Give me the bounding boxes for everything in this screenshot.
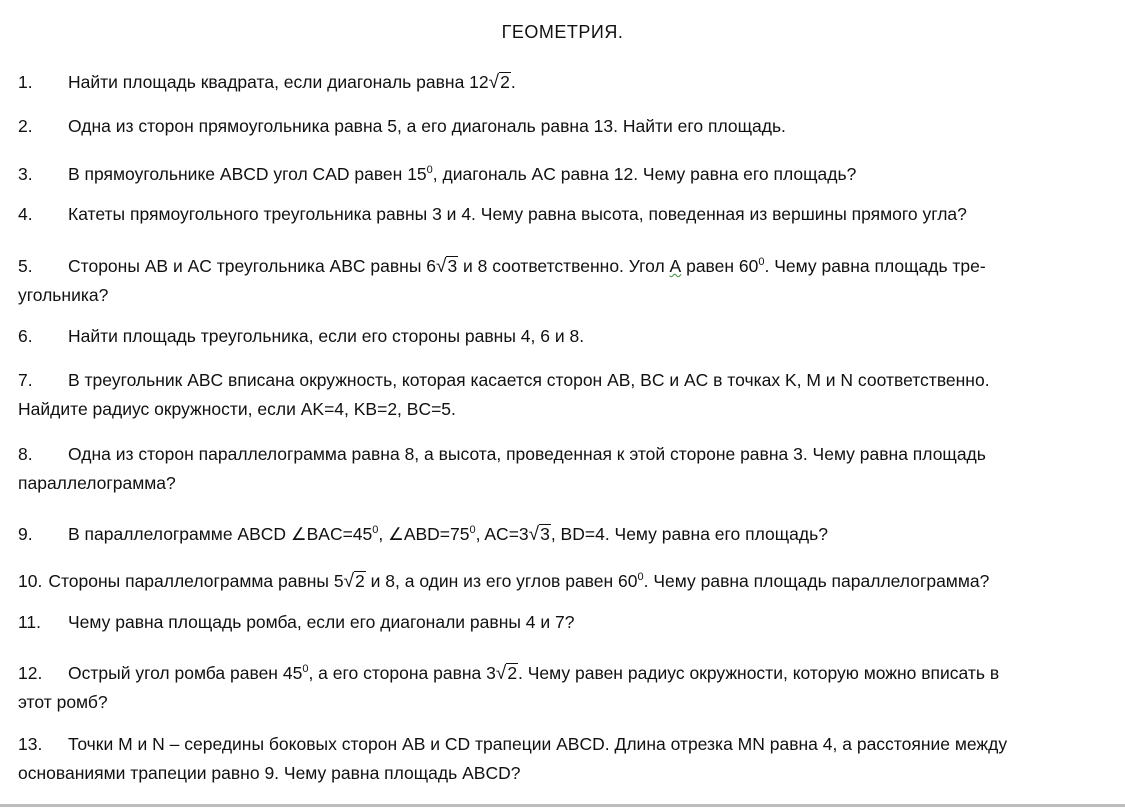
sqrt-expression: √2 <box>495 663 518 684</box>
problem-text: , диагональ AC равна 12. Чему равна его площадь? <box>432 164 857 184</box>
sqrt-expression: √2 <box>343 571 365 592</box>
problem-number: 10. <box>18 571 43 591</box>
spellcheck-word: А <box>669 256 682 276</box>
problem-text: и 8 соответственно. Угол <box>458 256 670 276</box>
problem-number: 12. <box>18 663 43 683</box>
degree-superscript: 0 <box>372 524 379 536</box>
problem-number: 8. <box>18 444 33 464</box>
problem-10 <box>18 563 1116 596</box>
sqrt-expression: √3 <box>436 256 458 277</box>
problem-text: Катеты прямоугольного треугольника равны 3 и 4. Чему равна высота, поведенная из вершины прямого угла? <box>68 204 967 224</box>
problem-text-continuation: этот ромб? <box>18 692 108 712</box>
problem-3 <box>18 156 1116 189</box>
problem-number: 3. <box>18 164 33 184</box>
page-title: ГЕОМЕТРИЯ. <box>501 22 624 42</box>
problem-number: 4. <box>18 204 33 224</box>
problem-text: В прямоугольнике ABCD угол CAD равен 15 <box>68 164 427 184</box>
degree-superscript: 0 <box>426 164 433 176</box>
problem-text: Стороны параллелограмма равны 5 <box>48 571 344 591</box>
problem-text: Одна из сторон параллелограмма равна 8, а высота, проведенная к этой стороне равна 3. Чему равна площадь <box>68 444 986 464</box>
problem-text: . Чему равна площадь параллелограмма? <box>643 571 990 591</box>
sqrt-expression: √2 <box>488 72 510 93</box>
problem-text: Найти площадь квадрата, если диагональ равна 12 <box>68 72 489 92</box>
problem-11 <box>18 608 1116 637</box>
problem-number: 2. <box>18 116 33 136</box>
problem-text: Острый угол ромба равен 45 <box>68 663 303 683</box>
problem-text: , BD=4. Чему равна его площадь? <box>550 524 828 544</box>
problem-number: 5. <box>18 256 33 276</box>
problem-2 <box>18 112 1116 141</box>
problem-text: и 8, а один из его углов равен 60 <box>365 571 638 591</box>
sqrt-expression: √3 <box>528 524 550 545</box>
problem-number: 7. <box>18 370 33 390</box>
problem-text: Стороны AB и AC треугольника ABC равны 6 <box>68 256 437 276</box>
problem-text-continuation: Найдите радиус окружности, если AK=4, KB=2, BC=5. <box>18 399 456 419</box>
problem-text: Найти площадь треугольника, если его стороны равны 4, 6 и 8. <box>68 326 585 346</box>
degree-superscript: 0 <box>469 524 476 536</box>
problem-text: . Чему равна площадь тре- <box>764 256 986 276</box>
problem-text: , ∠ABD=75 <box>378 524 470 544</box>
degree-superscript: 0 <box>758 256 765 268</box>
problem-number: 11. <box>18 612 42 632</box>
problem-number: 9. <box>18 524 33 544</box>
problem-text: В параллелограмме ABCD ∠BAC=45 <box>68 524 373 544</box>
problem-7 <box>18 366 1116 424</box>
problem-text: Точки M и N – середины боковых сторон AB и CD трапеции ABCD. Длина отрезка MN равна 4, а расстояние между <box>68 734 1008 754</box>
problem-text: , а его сторона равна 3 <box>308 663 496 683</box>
degree-superscript: 0 <box>302 663 309 675</box>
problem-12 <box>18 655 1116 717</box>
problem-text-continuation: основаниями трапеции равно 9. Чему равна площадь ABCD? <box>18 763 521 783</box>
problem-text: . <box>510 72 516 92</box>
problem-text: , AC=3 <box>475 524 529 544</box>
problem-text: Чему равна площадь ромба, если его диагонали равны 4 и 7? <box>68 612 575 632</box>
problem-9 <box>18 516 1116 549</box>
problem-text: В треугольник ABC вписана окружность, которая касается сторон AB, BC и AC в точках K, M и N соответственно. <box>68 370 990 390</box>
problem-6 <box>18 322 1116 351</box>
problem-text-continuation: угольника? <box>18 285 109 305</box>
problem-number: 6. <box>18 326 33 346</box>
problem-text: равен 60 <box>681 256 759 276</box>
problem-1 <box>18 68 1116 97</box>
degree-superscript: 0 <box>637 571 644 583</box>
problem-number: 1. <box>18 72 33 92</box>
problem-4 <box>18 200 1116 229</box>
problem-text-continuation: параллелограмма? <box>18 473 176 493</box>
problem-8 <box>18 440 1116 498</box>
page-edge-divider <box>0 804 1125 807</box>
problem-13 <box>18 730 1116 788</box>
problem-number: 13. <box>18 734 43 754</box>
problem-5 <box>18 248 1116 310</box>
problem-text: Одна из сторон прямоугольника равна 5, а его диагональ равна 13. Найти его площадь. <box>68 116 786 136</box>
problem-text: . Чему равен радиус окружности, которую можно вписать в <box>518 663 1000 683</box>
